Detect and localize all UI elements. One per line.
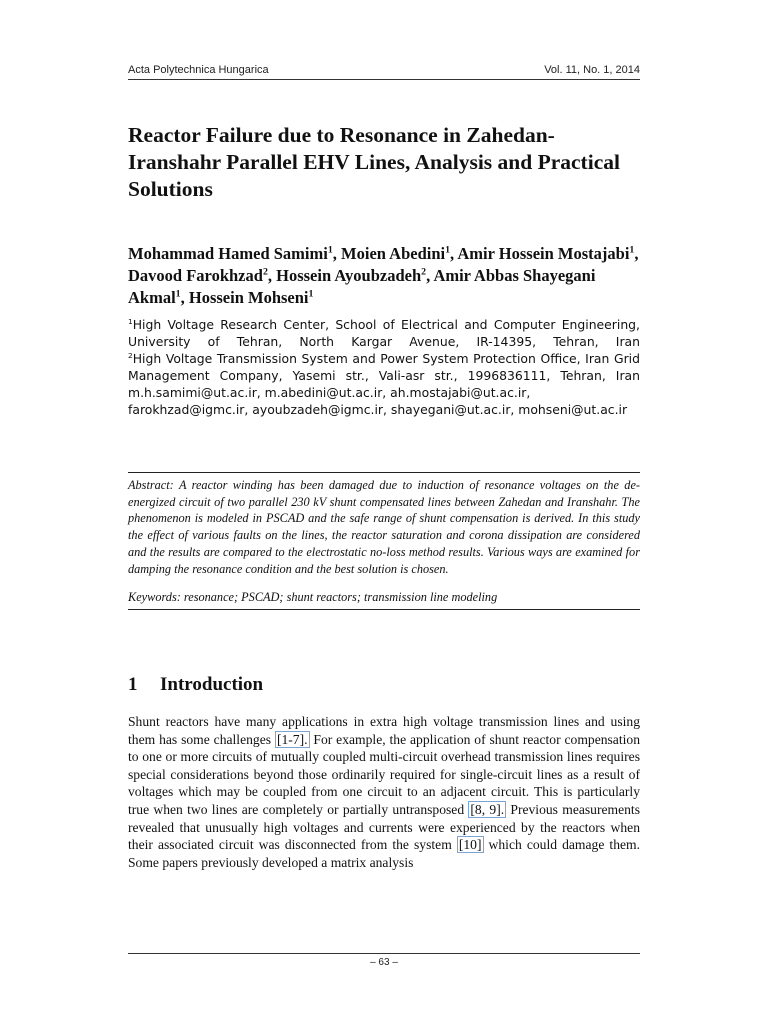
affiliation-text: High Voltage Transmission System and Power System Protection Office, Iran Grid Management Company, Yasemi str., Vali-asr str., 1996836111, Tehran, Iran [128,351,640,383]
author-name: Amir Abbas Shayegani Akmal [128,266,596,307]
keywords-text: resonance; PSCAD; shunt reactors; transmission line modeling [183,590,498,605]
intro-text: Shunt reactors have many applications in extra high voltage transmission lines and using them has some challenges [128,714,640,747]
volume-info: Vol. 11, No. 1, 2014 [544,64,640,76]
abstract-label: Abstract: [128,478,174,492]
author-name: Hossein Mohseni [188,288,309,307]
abstract [128,477,640,577]
keywords [128,589,640,606]
affiliation-number: 2 [128,350,133,360]
affiliation-text: High Voltage Research Center, School of Electrical and Computer Engineering, University of Tehran, North Kargar Avenue, IR-14395, Tehran, Iran [128,317,640,349]
section-heading [128,674,640,696]
author-name: Mohammad Hamed Samimi [128,244,328,263]
page-number: – 63 – [370,957,398,968]
abstract-box [128,472,640,610]
running-head [128,64,640,80]
journal-name: Acta Polytechnica Hungarica [128,64,269,76]
author-affiliation-mark: 2 [262,266,268,278]
intro-paragraph [128,713,640,871]
intro-text: Previous measurements revealed that unusually high voltages and currents were experienced by the reactors when their associated circuit was disconnected from the system [128,801,640,853]
author-list: Mohammad Hamed Samimi$^1$, Moien Abedini$^1$, Amir Hossein Mostajabi$^1$, Davood Farokhzad$^2$, Hossein Ayoubzadeh$^2$, Amir Abbas Shayegani Akmal$^1$, Hossein Mohseni$^1$ [128,244,639,307]
author-affiliation-mark: 1 [629,244,635,256]
author-affiliation-mark: 1 [308,288,314,300]
author-affiliation-mark: 1 [327,244,333,256]
affiliation-number: 1 [128,316,133,326]
affiliation-2 [128,350,640,384]
citation-link[interactable]: [8, 9]. [470,801,505,817]
email-line-1: m.h.samimi@ut.ac.ir, m.abedini@ut.ac.ir, ah.mostajabi@ut.ac.ir, [128,385,531,400]
author-affiliation-mark: 2 [421,266,427,278]
citation-link[interactable]: [10] [458,837,482,853]
section-title: Introduction [160,674,264,695]
footer-rule [128,953,640,954]
section-number: 1 [128,674,138,695]
author-name: Davood Farokhzad [128,266,263,285]
author-name: Moien Abedini [341,244,446,263]
author-affiliation-mark: 1 [445,244,451,256]
author-name: Hossein Ayoubzadeh [276,266,422,285]
abstract-text: A reactor winding has been damaged due to induction of resonance voltages on the de-energized circuit of two parallel 230 kV shunt compensated lines between Zahedan and Iranshahr. The phenomenon is modeled in PSCAD and the safe range of shunt compensation is derived. In this study the effect of various faults on the lines, the reactor saturation and corona dissipation are considered and the results are compared to the electrostatic no-loss method results. Various ways are examined for damping the resonance condition and the best solution is chosen. [128,478,640,576]
citation-link[interactable]: [1-7]. [276,731,308,747]
paper-title: Reactor Failure due to Resonance in Zahedan-Iranshahr Parallel EHV Lines, Analysis and Practical Solutions [128,123,620,201]
affiliation-1 [128,316,640,350]
affiliations [128,316,640,418]
email-line-2: farokhzad@igmc.ir, ayoubzadeh@igmc.ir, shayegani@ut.ac.ir, mohseni@ut.ac.ir [128,402,628,417]
intro-text: For example, the application of shunt reactor compensation to one or more circuits of mutually coupled multi-circuit overhead transmission lines requires special considerations beyond those ordinarily required for single-circuit lines as a result of voltages which may be coupled from one circuit to an adjacent circuit. This is particularly true when two lines are completely or partially untransposed [128,731,640,817]
intro-text: which could damage them. Some papers previously developed a matrix analysis [128,837,640,870]
author-affiliation-mark: 1 [175,288,181,300]
author-name: Amir Hossein Mostajabi [457,244,630,263]
keywords-label: Keywords: [128,590,181,605]
